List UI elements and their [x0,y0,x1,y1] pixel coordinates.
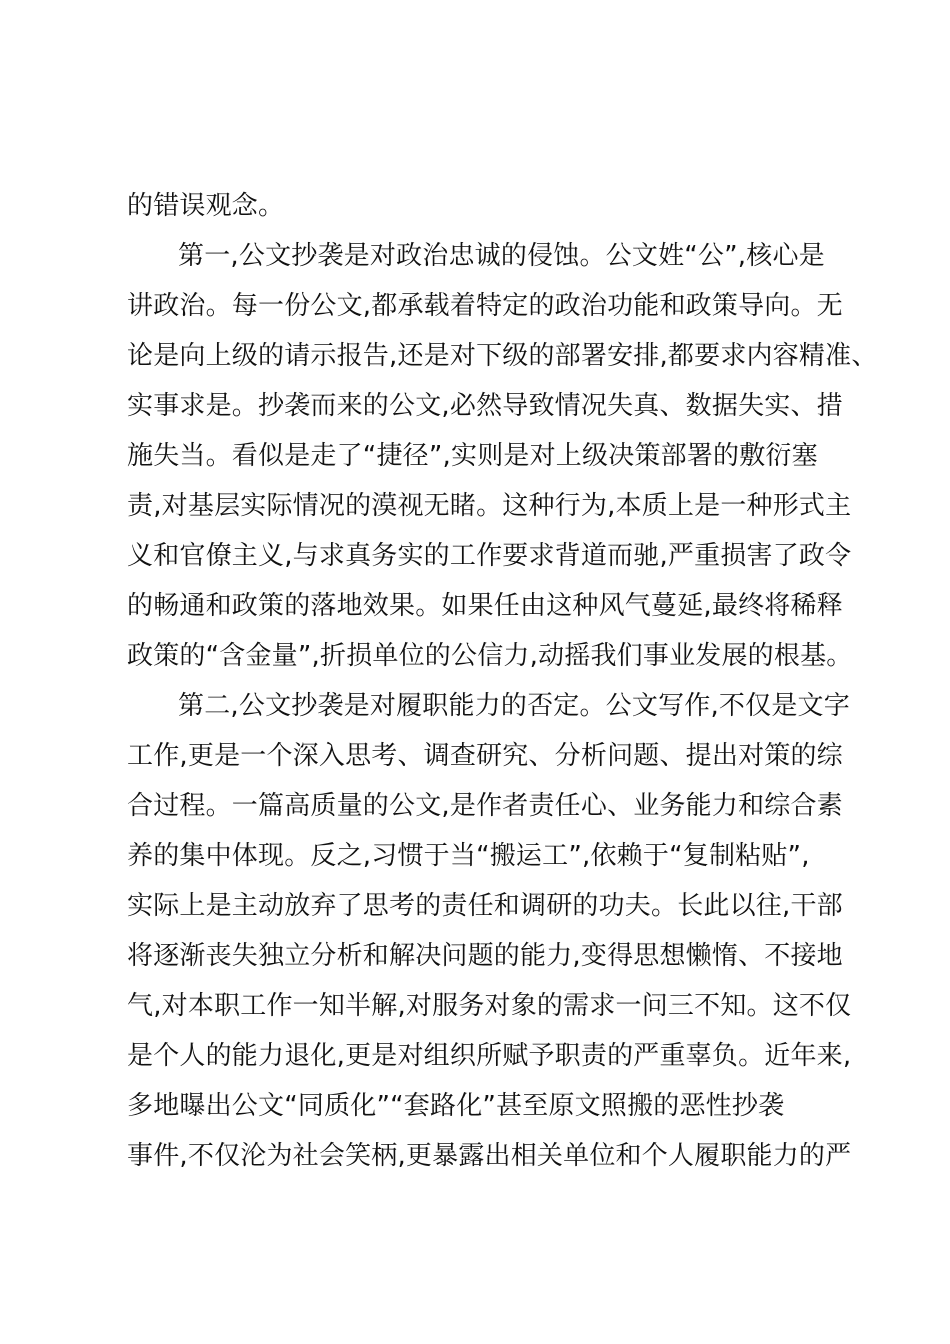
text-line: 的畅通和政策的落地效果。如果任由这种风气蔓延,最终将稀释 [127,591,843,621]
paragraph-2-first-line: 第二,公文抄袭是对履职能力的否定。公文写作,不仅是文字 [178,691,850,721]
text-line: 政策的“含金量”,折损单位的公信力,动摇我们事业发展的根基。 [127,641,853,671]
text-line: 养的集中体现。反之,习惯于当“搬运工”,依赖于“复制粘贴”, [127,841,810,871]
text-line: 多地曝出公文“同质化”“套路化”甚至原文照搬的恶性抄袭 [127,1091,785,1121]
text-line: 是个人的能力退化,更是对组织所赋予职责的严重辜负。近年来, [127,1041,852,1071]
text-line: 将逐渐丧失独立分析和解决问题的能力,变得思想懒惰、不接地 [127,941,843,971]
text-line: 论是向上级的请示报告,还是对下级的部署安排,都要求内容精准、 [127,341,878,371]
text-line: 义和官僚主义,与求真务实的工作要求背道而驰,严重损害了政令 [127,541,852,571]
text-line: 的错误观念。 [127,191,285,221]
text-line: 讲政治。每一份公文,都承载着特定的政治功能和政策导向。无 [127,291,843,321]
text-line: 责,对基层实际情况的漠视无睹。这种行为,本质上是一种形式主 [127,491,852,521]
text-line: 实事求是。抄袭而来的公文,必然导致情况失真、数据失实、措 [127,391,843,421]
text-line: 施失当。看似是走了“捷径”,实则是对上级决策部署的敷衍塞 [127,441,818,471]
text-line: 气,对本职工作一知半解,对服务对象的需求一问三不知。这不仅 [127,991,852,1021]
text-line: 事件,不仅沦为社会笑柄,更暴露出相关单位和个人履职能力的严 [127,1141,852,1171]
paragraph-1-first-line: 第一,公文抄袭是对政治忠诚的侵蚀。公文姓“公”,核心是 [178,241,825,271]
text-line: 工作,更是一个深入思考、调查研究、分析问题、提出对策的综 [127,741,843,771]
text-line: 实际上是主动放弃了思考的责任和调研的功夫。长此以往,干部 [127,891,843,921]
text-line: 合过程。一篇高质量的公文,是作者责任心、业务能力和综合素 [127,791,843,821]
